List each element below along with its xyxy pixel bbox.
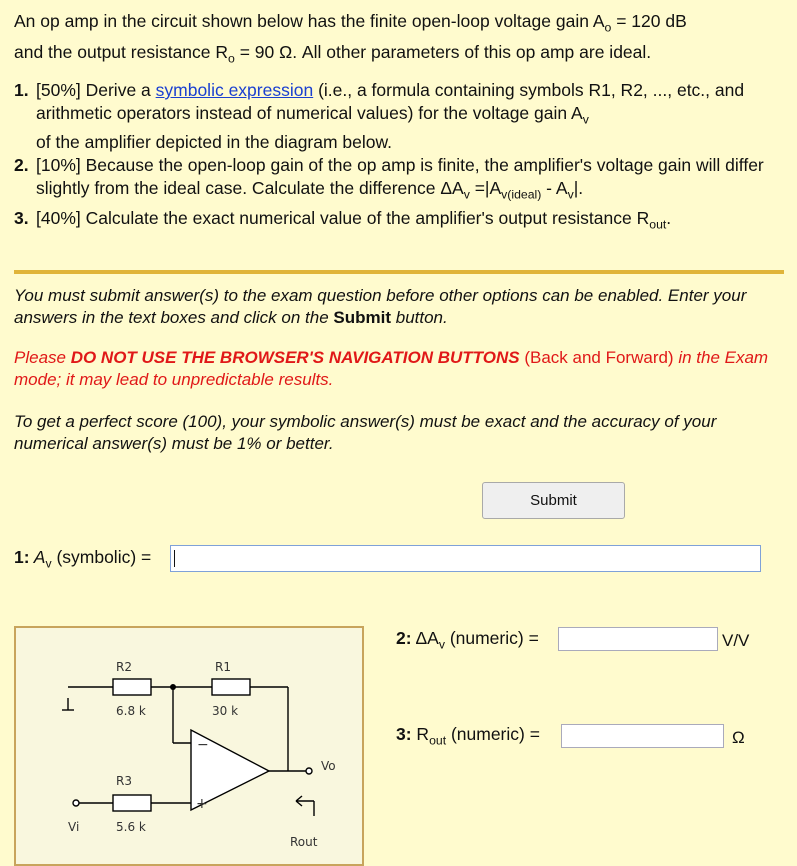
r2-resistor	[113, 679, 151, 695]
vi-terminal	[73, 800, 79, 806]
r2-label: R2	[116, 660, 132, 674]
answer-1-input[interactable]	[170, 545, 761, 572]
navigation-warning: Please DO NOT USE THE BROWSER'S NAVIGATION BUTTONS (Back and Forward) in the Exam mode; it may lead to unpredictable results.	[14, 348, 769, 389]
question-list	[14, 79, 784, 236]
rout-arrow-head-2	[296, 801, 302, 806]
r1-value: 30 k	[212, 704, 239, 718]
r3-value: 5.6 k	[116, 820, 146, 834]
section-divider	[14, 270, 784, 274]
answer-2-label: 2: $\Delta A_v$ (numeric) =	[396, 628, 539, 652]
intro-line-1: An op amp in the circuit shown below has the finite open-loop voltage gain $A_o = 120$ dB	[14, 11, 687, 35]
question-1: 1. [50%] Derive a symbolic expression (i.e., a formula containing symbols R1, R2, ..., etc., and arithmetic operators instead of numerical values) for the voltage gain $A_v$ of the amplifier depicted in the diagram below.	[14, 80, 745, 152]
problem-intro	[14, 9, 784, 70]
r1-label: R1	[215, 660, 231, 674]
exam-instructions: You must submit answer(s) to the exam question before other options can be enabled. Enter your answers in the text boxes and click on the Submit button.	[14, 286, 747, 327]
noninverting-sign: +	[196, 796, 208, 812]
junction-dot	[170, 684, 176, 690]
scoring-note: To get a perfect score (100), your symbolic answer(s) must be exact and the accuracy of your numerical answer(s) must be 1% or better.	[14, 412, 717, 453]
vi-label: Vi	[68, 820, 80, 834]
submit-button[interactable]: Submit	[482, 482, 625, 519]
question-3: 3. [40%] Calculate the exact numerical value of the amplifier's output resistance $R_{out}$.	[14, 207, 672, 231]
inverting-sign: −	[197, 737, 209, 753]
answer-3-unit: Ω	[732, 728, 745, 747]
r3-resistor	[113, 795, 151, 811]
vo-label: Vo	[321, 759, 336, 773]
circuit-diagram	[14, 626, 364, 866]
circuit-svg	[16, 628, 364, 866]
intro-line-2: and the output resistance $R_o = 90$ Ω. All other parameters of this op amp are ideal.	[14, 41, 652, 65]
answer-1-label: 1: $A_v$ (symbolic) =	[14, 547, 152, 571]
answer-2-unit: V/V	[722, 631, 750, 650]
r2-value: 6.8 k	[116, 704, 146, 718]
answer-2-input[interactable]	[558, 627, 718, 651]
r1-resistor	[212, 679, 250, 695]
rout-arrow-head	[296, 796, 302, 801]
question-2: 2. [10%] Because the open-loop gain of the op amp is finite, the amplifier's voltage gain will differ slightly from the ideal case. Calculate the difference $\Delta A_v =|A_{v(ideal)} - A_v|$.	[14, 155, 764, 201]
rout-label: Rout	[290, 835, 318, 849]
vo-terminal	[306, 768, 312, 774]
answer-3-label: 3: $R_{out}$ (numeric) =	[396, 724, 540, 748]
r3-label: R3	[116, 774, 132, 788]
answer-3-input[interactable]	[561, 724, 724, 748]
text-cursor	[174, 550, 175, 567]
symbolic-expression-link[interactable]: symbolic expression	[155, 80, 314, 100]
